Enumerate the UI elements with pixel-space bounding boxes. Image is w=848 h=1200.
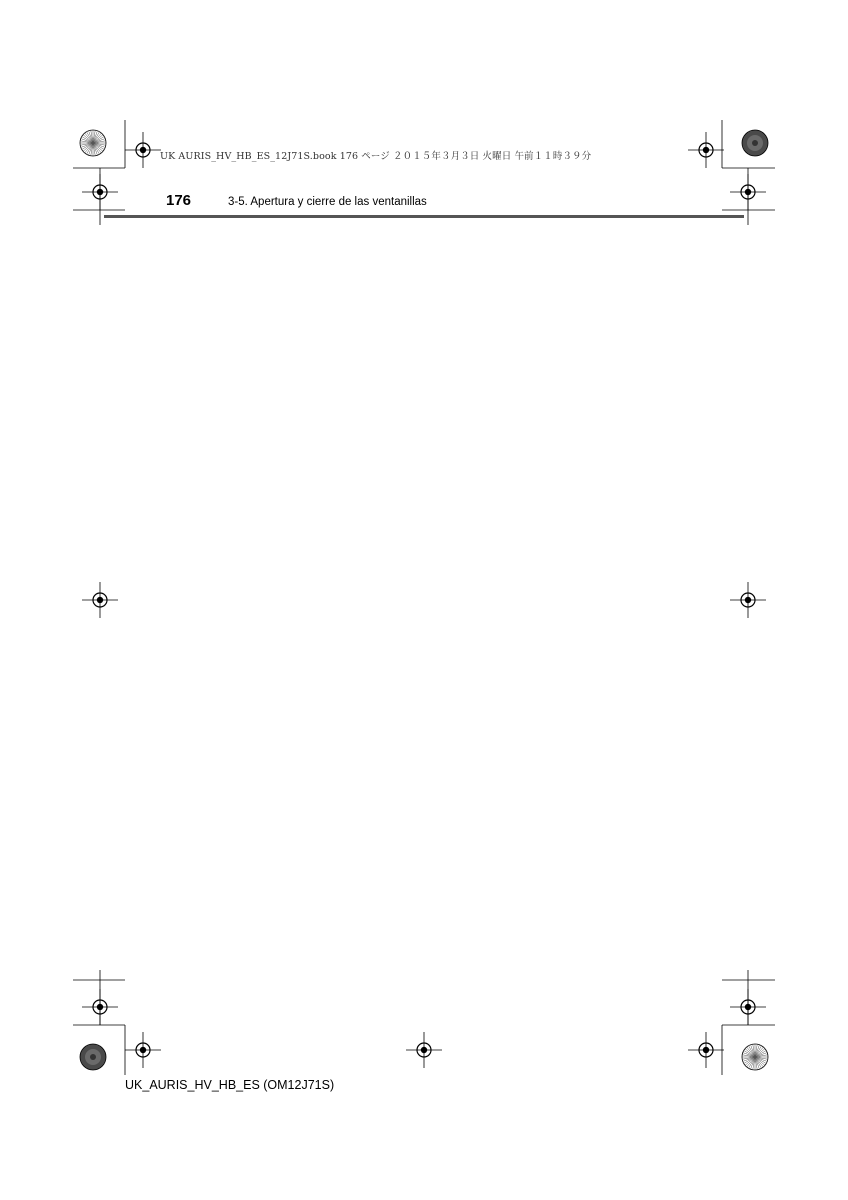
registration-mark-top-right [688, 132, 724, 168]
star-target-top-left [80, 130, 106, 156]
registration-mark-bottom-left [125, 1032, 161, 1068]
print-slug: UK AURIS_HV_HB_ES_12J71S.book 176 ページ ２０１５年３月３日 火曜日 午前１１時３９分 [160, 151, 592, 162]
header-rule [104, 215, 744, 218]
dark-target-top-right [742, 130, 768, 156]
registration-mark-bottom-right [688, 1032, 724, 1068]
registration-mark-left-middle [82, 582, 118, 618]
registration-mark-bottom-center [406, 1032, 442, 1068]
footer-manual-code: UK_AURIS_HV_HB_ES (OM12J71S) [125, 1078, 335, 1092]
registration-mark-left-lower [82, 989, 118, 1025]
page-number: 176 [166, 192, 192, 209]
registration-mark-right-middle [730, 582, 766, 618]
section-title: 3-5. Apertura y cierre de las ventanillas [228, 196, 427, 208]
registration-mark-right-upper [730, 174, 766, 210]
dark-target-bottom-left [80, 1044, 106, 1070]
registration-mark-right-lower [730, 989, 766, 1025]
registration-mark-left-upper [82, 174, 118, 210]
registration-mark-top-left [125, 132, 161, 168]
star-target-bottom-right [742, 1044, 768, 1070]
